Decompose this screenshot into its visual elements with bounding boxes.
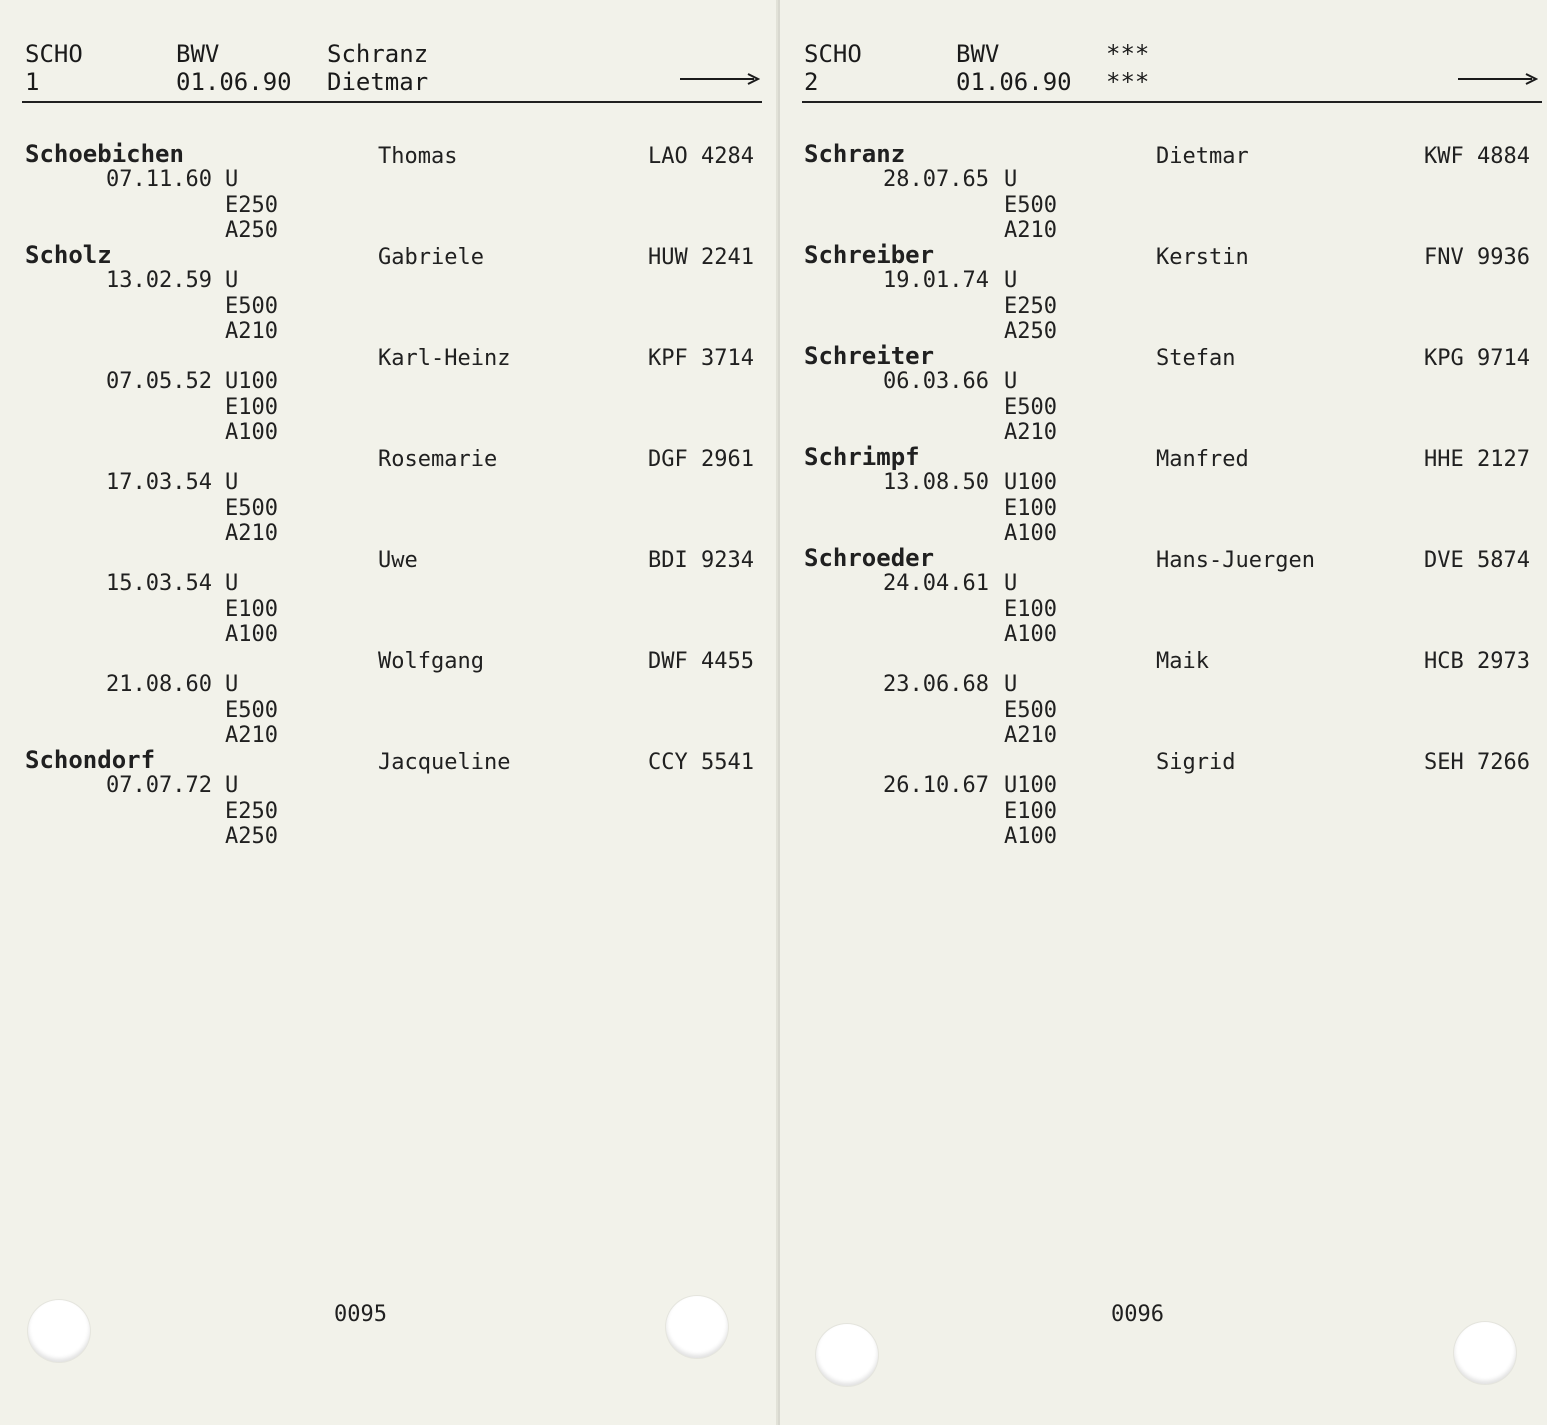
punch-hole: [28, 1300, 90, 1362]
entry-given-name: Manfred: [1156, 447, 1249, 472]
entry-surname: Schondorf: [25, 746, 156, 774]
header-code: SCHO 2: [804, 40, 862, 96]
entry-class-a: A100: [1004, 823, 1057, 849]
entry-class-u: U: [225, 571, 239, 597]
entry-class-a: A250: [225, 823, 278, 849]
entry-code: DGF 2961: [648, 447, 754, 472]
entry-class-e: E100: [1004, 798, 1057, 824]
entry-code: KPG 9714: [1424, 346, 1530, 371]
entry-class-a: A250: [225, 217, 278, 243]
punch-hole: [816, 1324, 878, 1386]
entry-class-a: A210: [225, 520, 278, 546]
entry-given-name: Jacqueline: [378, 750, 511, 775]
entry-class-u: U100: [1004, 773, 1057, 799]
entry-code: CCY 5541: [648, 750, 754, 775]
entry-class-e: E100: [225, 394, 278, 420]
entry-class-a: A210: [225, 318, 278, 344]
entry-class-e: E500: [1004, 192, 1057, 218]
entry-given-name: Rosemarie: [378, 447, 498, 472]
entry-given-name: Kerstin: [1156, 245, 1249, 270]
entry-surname: Schoebichen: [25, 140, 184, 168]
entry-birth-date: 28.07.65: [883, 167, 989, 193]
header-name: *** ***: [1106, 40, 1150, 96]
entry-class-a: A210: [1004, 419, 1057, 445]
entry-class-e: E100: [1004, 495, 1057, 521]
entry-birth-date: 07.11.60: [106, 167, 212, 193]
entry-code: HUW 2241: [648, 245, 754, 270]
entry-class-u: U: [1004, 167, 1018, 193]
entry-class-u: U100: [225, 369, 278, 395]
punch-hole: [1454, 1322, 1516, 1384]
entry-class-e: E250: [225, 192, 278, 218]
entry-class-a: A210: [225, 722, 278, 748]
entry-class-u: U: [1004, 571, 1018, 597]
entry-surname: Scholz: [25, 241, 112, 269]
entry-given-name: Gabriele: [378, 245, 484, 270]
entry-surname: Schranz: [804, 140, 906, 168]
entry-birth-date: 07.07.72: [106, 773, 212, 799]
entry-class-u: U: [225, 167, 239, 193]
entry-code: HCB 2973: [1424, 649, 1530, 674]
entry-birth-date: 23.06.68: [883, 672, 989, 698]
entry-class-u: U: [1004, 369, 1018, 395]
entry-class-e: E500: [1004, 394, 1057, 420]
entry-class-u: U100: [1004, 470, 1057, 496]
entry-given-name: Maik: [1156, 649, 1209, 674]
entry-class-e: E100: [1004, 596, 1057, 622]
header-dept-date: BWV 01.06.90: [956, 40, 1072, 96]
entry-class-a: A100: [225, 621, 278, 647]
entry-class-a: A250: [1004, 318, 1057, 344]
entry-given-name: Dietmar: [1156, 144, 1249, 169]
entry-class-u: U: [225, 268, 239, 294]
entry-birth-date: 07.05.52: [106, 369, 212, 395]
entry-code: FNV 9936: [1424, 245, 1530, 270]
entry-class-a: A210: [1004, 722, 1057, 748]
punch-hole: [666, 1296, 728, 1358]
entry-surname: Schroeder: [804, 544, 935, 572]
arrow-right-icon: [1458, 66, 1538, 92]
page-number: 0095: [334, 1302, 387, 1327]
entry-birth-date: 26.10.67: [883, 773, 989, 799]
entry-birth-date: 13.02.59: [106, 268, 212, 294]
entry-given-name: Karl-Heinz: [378, 346, 511, 371]
entry-class-e: E250: [1004, 293, 1057, 319]
entry-class-a: A100: [1004, 621, 1057, 647]
header-dept-date: BWV 01.06.90: [176, 40, 292, 96]
entry-given-name: Uwe: [378, 548, 418, 573]
arrow-right-icon: [680, 66, 760, 92]
entry-given-name: Hans-Juergen: [1156, 548, 1315, 573]
entry-class-a: A100: [1004, 520, 1057, 546]
entry-class-e: E500: [225, 293, 278, 319]
entry-class-e: E500: [225, 697, 278, 723]
entry-code: DWF 4455: [648, 649, 754, 674]
header-divider: [802, 101, 1542, 103]
entry-birth-date: 21.08.60: [106, 672, 212, 698]
entry-given-name: Thomas: [378, 144, 458, 169]
entry-birth-date: 17.03.54: [106, 470, 212, 496]
entry-birth-date: 24.04.61: [883, 571, 989, 597]
entry-given-name: Stefan: [1156, 346, 1236, 371]
entry-surname: Schrimpf: [804, 443, 920, 471]
entry-class-u: U: [225, 470, 239, 496]
entry-class-e: E250: [225, 798, 278, 824]
entry-class-u: U: [1004, 672, 1018, 698]
entry-birth-date: 06.03.66: [883, 369, 989, 395]
entry-class-u: U: [1004, 268, 1018, 294]
entry-class-a: A100: [225, 419, 278, 445]
page-number: 0096: [1111, 1302, 1164, 1327]
entry-given-name: Wolfgang: [378, 649, 484, 674]
entry-code: KWF 4884: [1424, 144, 1530, 169]
entry-class-a: A210: [1004, 217, 1057, 243]
entry-given-name: Sigrid: [1156, 750, 1236, 775]
entry-code: BDI 9234: [648, 548, 754, 573]
entry-birth-date: 15.03.54: [106, 571, 212, 597]
entry-birth-date: 13.08.50: [883, 470, 989, 496]
entry-class-u: U: [225, 672, 239, 698]
entry-code: HHE 2127: [1424, 447, 1530, 472]
entry-birth-date: 19.01.74: [883, 268, 989, 294]
entry-class-e: E100: [225, 596, 278, 622]
entry-code: SEH 7266: [1424, 750, 1530, 775]
entry-surname: Schreiber: [804, 241, 935, 269]
entry-class-e: E500: [1004, 697, 1057, 723]
entry-class-u: U: [225, 773, 239, 799]
entry-code: LAO 4284: [648, 144, 754, 169]
entry-class-e: E500: [225, 495, 278, 521]
entry-code: KPF 3714: [648, 346, 754, 371]
header-code: SCHO 1: [25, 40, 83, 96]
entry-code: DVE 5874: [1424, 548, 1530, 573]
printout-page-right: [778, 0, 1547, 1425]
header-name: Schranz Dietmar: [327, 40, 429, 96]
entry-surname: Schreiter: [804, 342, 935, 370]
header-divider: [22, 101, 762, 103]
